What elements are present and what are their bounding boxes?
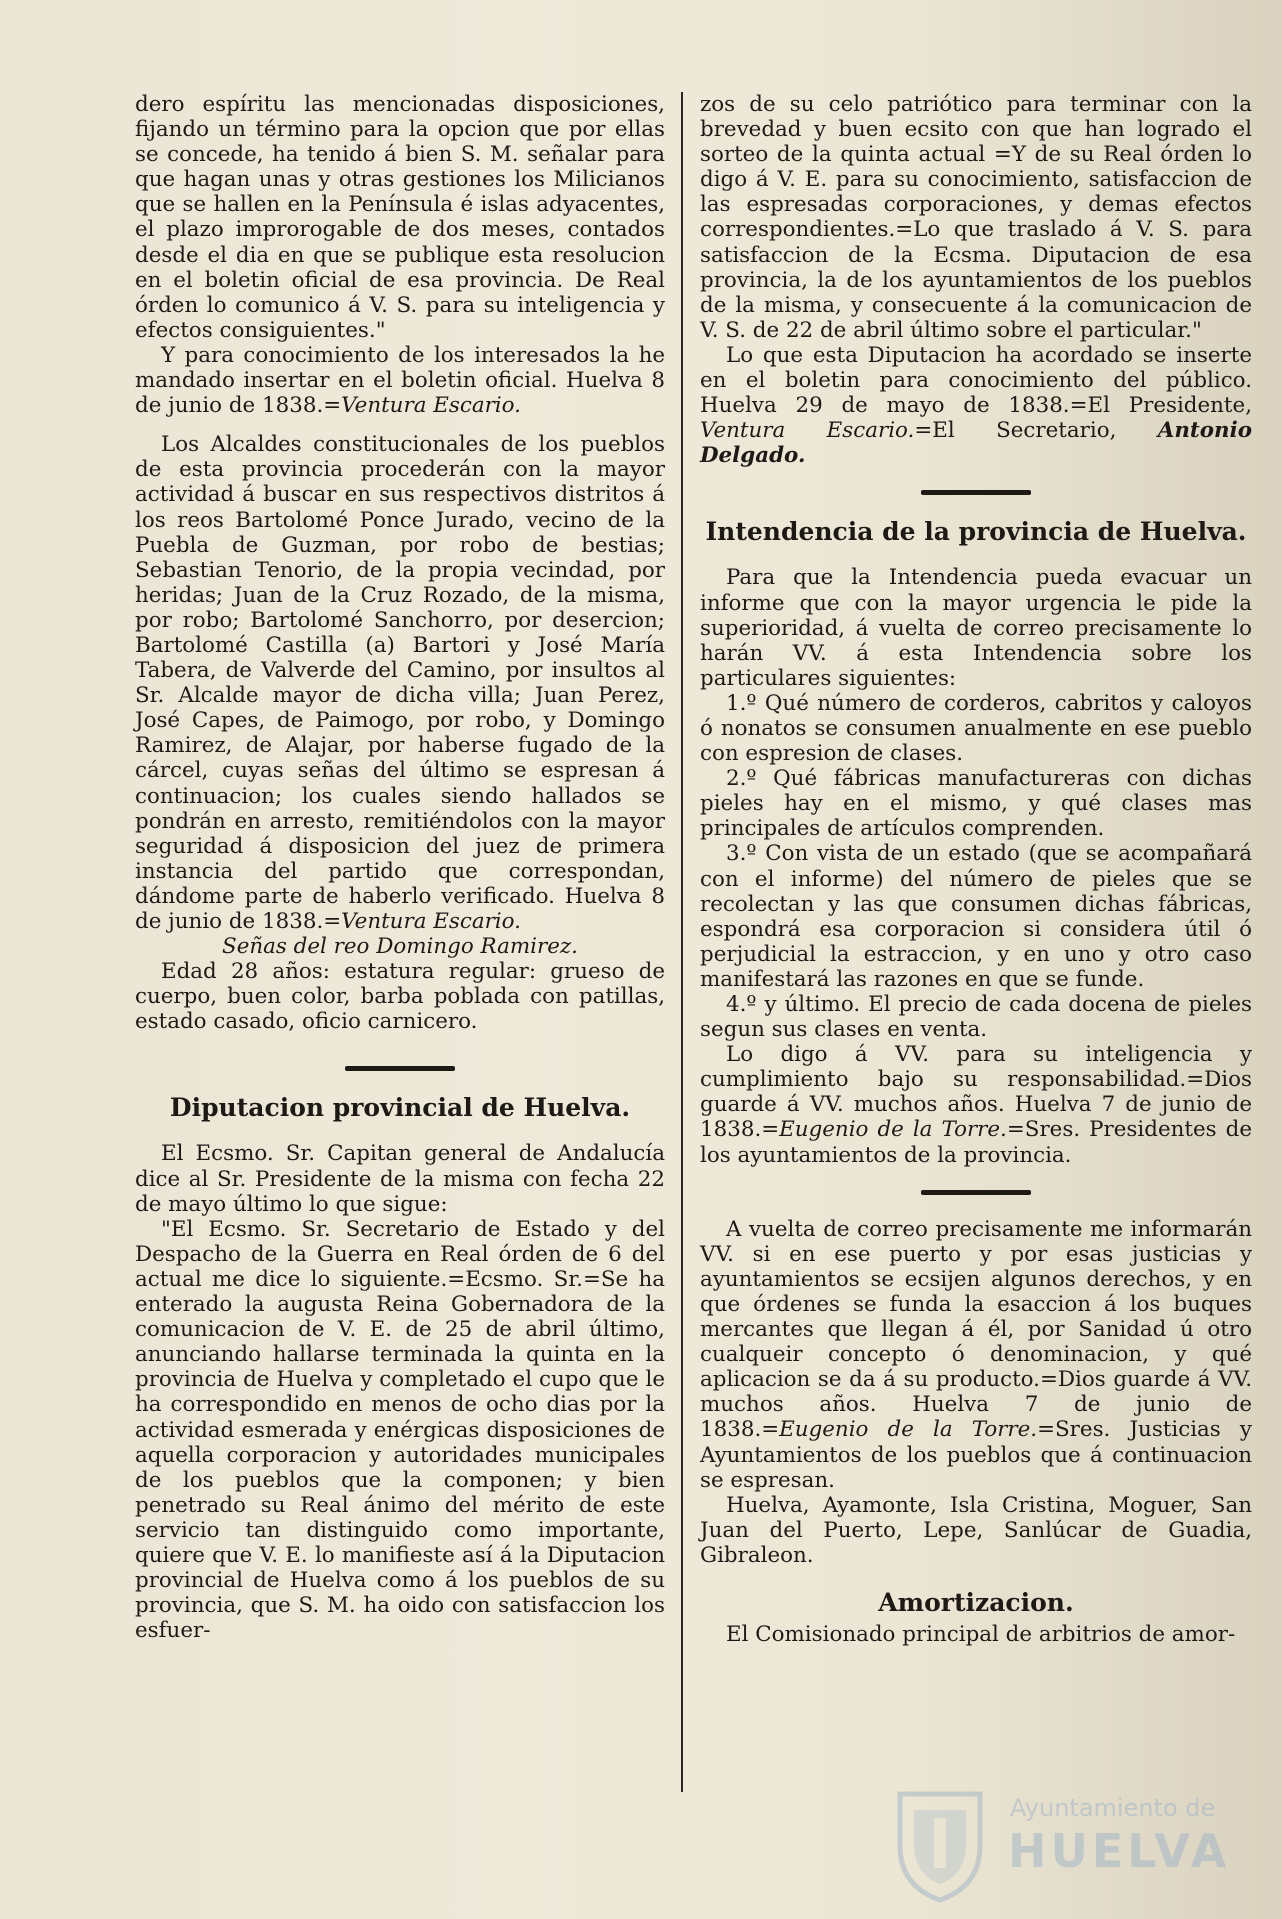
column-divider xyxy=(681,92,683,1792)
right-paragraph-2 xyxy=(700,343,1252,468)
right-paragraph-4-tail: =Sres. Presidentes de los ayuntamientos de la provincia. xyxy=(700,1117,1252,1168)
right-paragraph-5 xyxy=(700,1217,1252,1493)
watermark-logo xyxy=(890,1786,1230,1906)
section-divider xyxy=(345,1066,455,1071)
list-item-4: 4.º y último. El precio de cada docena de pieles segun sus clases en venta. xyxy=(700,992,1252,1043)
list-item-3: 3.º Con vista de un estado (que se acompañará con el informe) del número de pieles que se recolectan y las que consumen dichas fábricas, espondrá esa corporacion si considera útil ó perjudicial la estraccion, y en uno y otro caso manifestará las razones en que se funde. xyxy=(700,841,1252,992)
right-column xyxy=(700,92,1252,1647)
section-divider xyxy=(921,490,1031,495)
right-paragraph-4-signature: Eugenio de la Torre. xyxy=(779,1117,1007,1143)
crest-icon xyxy=(890,1786,990,1904)
left-paragraph-3-text: Los Alcaldes constitucionales de los pueblos de esta provincia procederán con la mayor actividad á buscar en sus respectivos distritos á los reos Bartolomé Ponce Jurado, vecino de la Puebla de Guzman, por robo de bestias; Sebastian Tenorio, de la propia vecindad, por heridas; Juan de la Cruz Rozado, de la misma, por robo; Bartolomé Sanchorro, por desercion; Bartolomé Castilla (a) Bartori y José María Tabera, de Valverde del Camino, por insultos al Sr. Alcalde mayor de dicha villa; Juan Perez, José Capes, de Paimogo, por robo, y Domingo Ramirez, de Alajar, por haberse fugado de la cárcel, cuyas señas del último se espresan á continuacion; los cuales siendo hallados se pondrán en arresto, remitiéndolos con la mayor seguridad á disposicion del juez de primera instancia del partido que correspondan, dándome parte de haberlo verificado. Huelva 8 de junio de 1838.= xyxy=(135,432,665,934)
watermark-title: Ayuntamiento de xyxy=(1010,1794,1216,1822)
left-paragraph-1: dero espíritu las mencionadas disposiciones, fijando un término para la opcion que por ellas se concede, ha tenido á bien S. M. señalar para que hagan unas y otras gestiones los Milicianos que se hallen en la Península é islas adyacentes, el plazo improrogable de dos meses, contados desde el dia en que se publique esta resolucion en el boletin oficial de esa provincia. De Real órden lo comunico á V. S. para su inteligencia y efectos consiguientes." xyxy=(135,92,665,343)
watermark-name: HUELVA xyxy=(1008,1824,1231,1878)
left-paragraph-3 xyxy=(135,432,665,934)
right-paragraph-2-mid: =El Secretario, xyxy=(914,418,1117,444)
heading-amortizacion: Amortizacion. xyxy=(878,1587,1074,1617)
left-paragraph-4: El Ecsmo. Sr. Capitan general de Andalucía dice al Sr. Presidente de la misma con fecha 22 de mayo último lo que sigue: xyxy=(135,1141,665,1217)
left-paragraph-2-signature: Ventura Escario. xyxy=(341,393,521,419)
right-paragraph-5-text: A vuelta de correo precisamente me informarán VV. si en ese puerto y por esas justicias y ayuntamientos se ecsijen algunos derechos, y en que órdenes se funda la esaccion á los buques mercantes que llegan á él, por Sanidad ú otro cualqueir concepto ó denominacion, y qué aplicacion se da á su producto.=Dios guarde á VV. muchos años. Huelva 7 de junio de 1838.= xyxy=(700,1216,1252,1443)
left-paragraph-2-text: Y para conocimiento de los interesados la he mandado insertar en el boletin oficial. Huelva 8 de junio de 1838.= xyxy=(135,342,665,419)
right-paragraph-5-signature: Eugenio de la Torre. xyxy=(779,1417,1038,1443)
towns-list: Huelva, Ayamonte, Isla Cristina, Moguer, San Juan del Puerto, Lepe, Sanlúcar de Guadia, Gibraleon. xyxy=(700,1492,1252,1568)
senas-text: Edad 28 años: estatura regular: grueso de cuerpo, buen color, barba poblada con patillas, estado casado, oficio carnicero. xyxy=(135,959,665,1035)
list-item-1: 1.º Qué número de corderos, cabritos y caloyos ó nonatos se consumen anualmente en ese pueblo con espresion de clases. xyxy=(700,690,1252,767)
left-column xyxy=(135,92,665,1643)
left-paragraph-5: "El Ecsmo. Sr. Secretario de Estado y del Despacho de la Guerra en Real órden de 6 del actual me dice lo siguiente.=Ecsmo. Sr.=Se ha enterado la augusta Reina Gobernadora de la comunicacion de V. E. de 25 de abril último, anunciando hallarse terminada la quinta en la provincia de Huelva y completado el cupo que le ha correspondido en menos de ocho dias por la actividad esmerada y enérgicas disposiciones de aquella corporacion y autoridades municipales de los pueblos que la componen; y bien penetrado su Real ánimo del mérito de este servicio tan distinguido como importante, quiere que V. E. lo manifieste así á la Diputacion provincial de Huelva como á los pueblos de su provincia, que S. M. ha oido con satisfaccion los esfuer- xyxy=(135,1216,665,1644)
right-paragraph-2-signature-1: Ventura Escario. xyxy=(700,418,915,444)
heading-diputacion: Diputacion provincial de Huelva. xyxy=(169,1093,631,1123)
left-paragraph-2 xyxy=(135,343,665,418)
right-paragraph-3: Para que la Intendencia pueda evacuar un informe que con la mayor urgencia le pide la superioridad, á vuelta de correo precisamente lo harán VV. á esta Intendencia sobre los particulares siguientes: xyxy=(700,565,1252,691)
right-paragraph-2-signature-2: Antonio Delgado. xyxy=(700,418,1252,469)
right-paragraph-6: El Comisionado principal de arbitrios de amor- xyxy=(726,1621,1236,1647)
right-paragraph-4-text: Lo digo á VV. para su inteligencia y cumplimiento bajo su responsabilidad.=Dios guarde á VV. muchos años. Huelva 7 de junio de 1838.= xyxy=(700,1042,1252,1143)
right-paragraph-1: zos de su celo patriótico para terminar con la brevedad y buen ecsito con que han logrado el sorteo de la quinta actual =Y de su Real órden lo digo á V. E. para su conocimiento, satisfaccion de las espresadas corporaciones, y demas efectos correspondientes.=Lo que traslado á V. S. para satisfaccion de la Ecsma. Diputacion de esa provincia, la de los ayuntamientos de los pueblos de la misma, y consecuente á la comunicacion de V. S. de 22 de abril último sobre el particular." xyxy=(700,92,1252,343)
senas-title: Señas del reo Domingo Ramirez. xyxy=(222,934,578,960)
right-paragraph-4 xyxy=(700,1042,1252,1167)
section-divider xyxy=(921,1190,1031,1195)
heading-intendencia: Intendencia de la provincia de Huelva. xyxy=(705,517,1247,547)
right-paragraph-2-text: Lo que esta Diputacion ha acordado se inserte en el boletin para conocimiento del público. Huelva 29 de mayo de 1838.=El Presidente, xyxy=(700,342,1252,419)
list-item-2: 2.º Qué fábricas manufactureras con dichas pieles hay en el mismo, y qué clases mas principales de artículos comprenden. xyxy=(700,766,1252,842)
left-paragraph-3-signature: Ventura Escario. xyxy=(341,909,521,934)
right-paragraph-5-tail: =Sres. Justicias y Ayuntamientos de los pueblos que á continuacion se espresan. xyxy=(700,1417,1252,1493)
